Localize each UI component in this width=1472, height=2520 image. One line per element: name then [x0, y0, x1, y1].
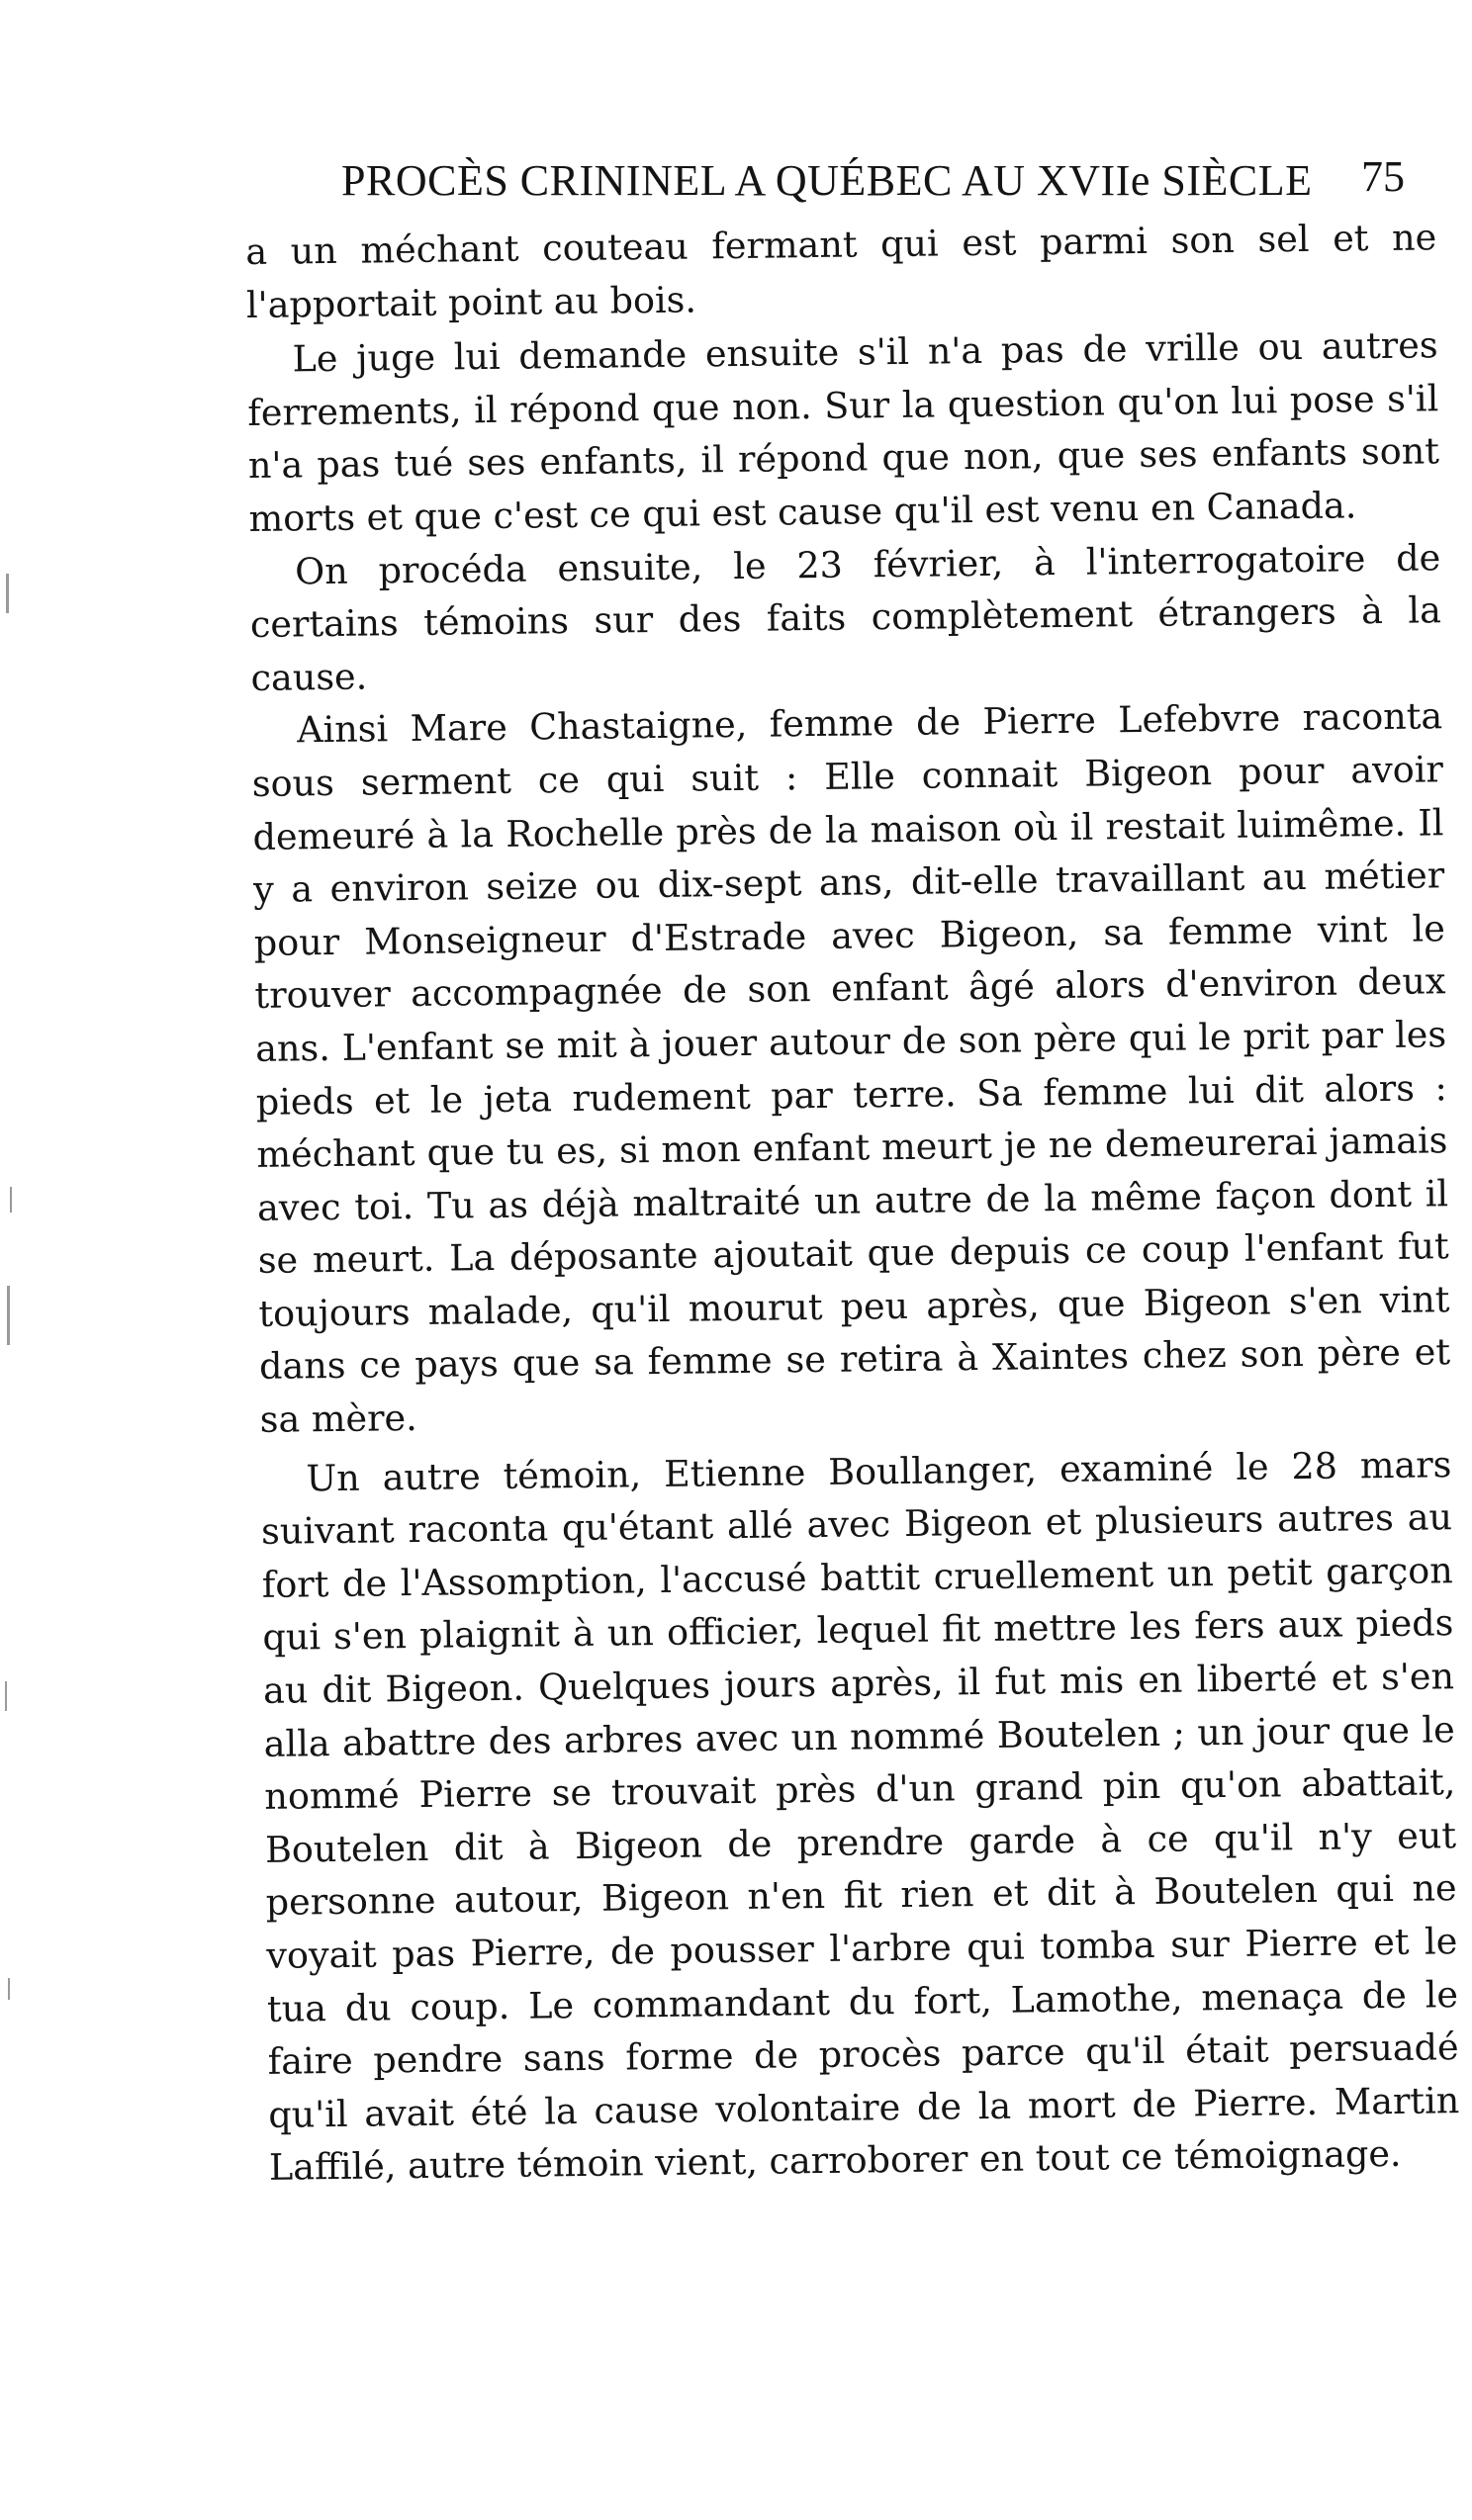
paragraph-witness-interrogation: On procéda ensuite, le 23 février, à l'interrogatoire de certains témoins sur des faits complètement étrangers à la cause. [249, 535, 1442, 699]
paragraph-boullanger-testimony: Un autre témoin, Etienne Boullanger, examiné le 28 mars suivant raconta qu'étant allé avec Bigeon et plusieurs autres au fort de l'Assomption, l'accusé battit cruellement un petit garçon qui s'en plaignit à un officier, lequel fit mettre les fers aux pieds au dit Bigeon. Quelques jours après, il fut mis en liberté et s'en alla abattre des arbres avec un nommé Boutelen ; un jour que le nommé Pierre se trouvait près d'un grand pin qu'on abattait, Boutelen dit à Bigeon de prendre garde à ce qu'il n'y eut personne autour, Bigeon n'en fit rien et dit à Boutelen qui ne voyait pas Pierre, de pousser l'arbre qui tomba sur Pierre et le tua du coup. Le commandant du fort, Lamothe, menaça de le faire pendre sans forme de procès parce qu'il était persuadé qu'il avait été la cause volontaire de la mort de Pierre. Martin Laffilé, autre témoin vient, carroborer en tout ce témoignage. [260, 1442, 1460, 2190]
paragraph-chastaigne-testimony: Ainsi Mare Chastaigne, femme de Pierre Lefebvre raconta sous serment ce qui suit : Elle connait Bigeon pour avoir demeuré à la Rochelle près de la maison où il restait luimême. Il y a environ seize ou dix-sept ans, dit-elle travaillant au métier pour Monseigneur d'Estrade avec Bigeon, sa femme vint le trouver accompagnée de son enfant âgé alors d'environ deux ans. L'enfant se mit à jouer autour de son père qui le prit par les pieds et le jeta rudement par terre. Sa femme lui dit alors : méchant que tu es, si mon enfant meurt je ne demeurerai jamais avec toi. Tu as déjà maltraité un autre de la même façon dont il se meurt. La déposante ajoutait que depuis ce coup l'enfant fut toujours malade, qu'il mourut peu après, que Bigeon s'en vint dans ce pays que sa femme se retira à Xaintes chez son père et sa mère. [251, 694, 1451, 1441]
body-text [245, 211, 1460, 2195]
page-header [341, 143, 1405, 213]
page-edge-specks [0, 0, 22, 2520]
running-title: PROCÈS CRININEL A QUÉBEC AU XVIIe SIÈCLE [341, 156, 1313, 205]
paragraph-judge-questions: Le juge lui demande ensuite s'il n'a pas de vrille ou autres ferrements, il répond que non. Sur la question qu'on lui pose s'il n'a pas tué ses enfants, il répond que non, que ses enfants sont morts et que c'est ce qui est cause qu'il est venu en Canada. [247, 323, 1440, 540]
page-number: 75 [1361, 152, 1405, 201]
paragraph-continuation: a un méchant couteau fermant qui est parmi son sel et ne l'apportait point au bois. [245, 216, 1437, 326]
